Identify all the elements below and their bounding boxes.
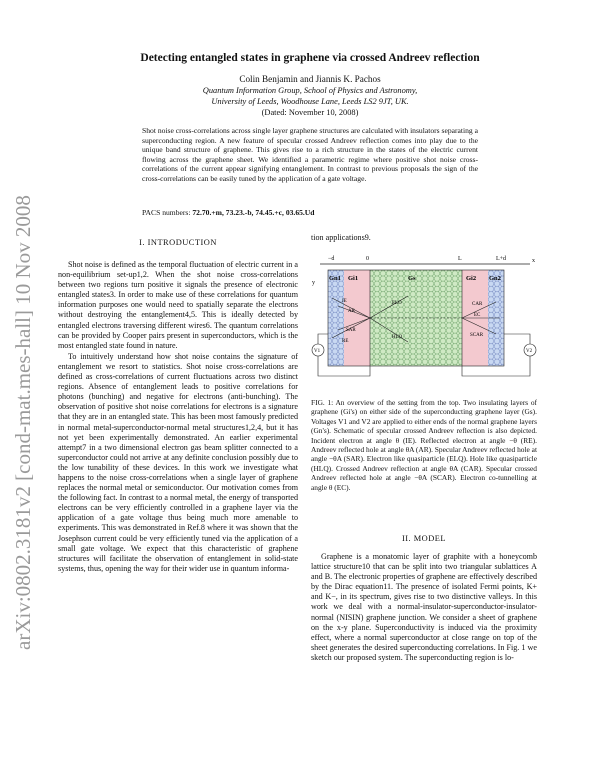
ray-label-scar: SCAR xyxy=(470,333,484,338)
abstract: Shot noise cross-correlations across single layer graphene structures are calculated with insulators separating a superconducting region. A new feature of specular crossed Andreev reflection comes into play due to the unique band structure of graphene. This gives rise to a rich structure in the states of the electric current flowing across the graphene sheet. We identified a parametric regime where positive shot noise cross-correlations of the current appear signifying entanglement. In contrast to previous proposals the sign of the cross-correlations can be easily tuned by the application of a gate voltage. xyxy=(142,126,478,183)
ray-label-sar: SAR xyxy=(346,328,356,333)
wire-v1 xyxy=(318,334,328,344)
model-body xyxy=(311,552,537,663)
figure-1-setup-diagram xyxy=(308,250,540,390)
date-line: (Dated: November 10, 2008) xyxy=(261,108,359,117)
model-paragraph-1: Graphene is a monatomic layer of graphite with a honeycomb lattice structure10 that can be split into two triangular sublattices A and B. The electronic properties of graphene are effectively described by the Dirac equation11. The presence of isolated Fermi points, K+ and K−, in its spectrum, gives rise to two distinctive valleys. In this work we deal with a normal-insulator-superconductor-insulator-normal (NISIN) graphene junction. We consider a sheet of graphene on the x-y plane. Superconductivity is induced via the proximity effect, where a normal superconductor at close range on top of the sheet generates the desired superconducting correlations. In Fig. 1 we sketch our proposed system. The superconducting region is lo- xyxy=(311,552,537,662)
voltage-label-v2: V2 xyxy=(526,349,533,354)
figure-1-caption: FIG. 1: An overview of the setting from the top. Two insulating layers of graphene (Gi's) on either side of the superconducting graphene layer (Gs). Voltages V1 and V2 are applied to either ends of the normal graphene layers (Gn's). Schematic of specular crossed Andreev reflection is also depicted. Incident electron at angle θ (IE). Reflected electron at angle −θ (RE). Andreev reflected hole at angle θA (AR). Specular Andreev reflected hole at angle −θA (SAR). Electron like quasiparticle (ELQ). Hole like quasiparticle (HLQ). Crossed Andreev reflection at angle θA (CAR). Specular crossed Andreev reflected hole at angle −θA (SCAR). Electron co-tunnelling at angle θ (EC). xyxy=(311,398,537,492)
axis-label-zero: 0 xyxy=(366,256,369,262)
pacs-label: PACS numbers: xyxy=(142,208,191,217)
paper-title: Detecting entangled states in graphene via crossed Andreev reflection xyxy=(140,52,480,64)
section-1-heading: I. INTRODUCTION xyxy=(139,238,217,247)
introduction-body xyxy=(58,260,298,574)
region-gn1-lattice xyxy=(328,270,344,366)
axis-label-L: L xyxy=(458,256,462,262)
affiliation-line-1: Quantum Information Group, School of Physics and Astronomy, xyxy=(202,86,418,95)
label-gi2: Gi2 xyxy=(466,275,477,282)
label-gs: Gs xyxy=(408,275,416,282)
ray-label-ec: EC xyxy=(474,313,481,318)
axis-label-L-plus-d: L+d xyxy=(496,256,507,262)
ray-label-car: CAR xyxy=(472,302,483,307)
wire-v2 xyxy=(504,334,530,344)
region-gi1 xyxy=(344,270,370,366)
ray-label-ar: AR xyxy=(348,309,355,314)
authors: Colin Benjamin and Jiannis K. Pachos xyxy=(239,74,381,84)
axis-label-y: y xyxy=(312,280,315,286)
intro-paragraph-2: To intuitively understand how shot noise contains the signature of entanglement we resort to statistics. Shot noise cross-correlations are defined as cross-correlations of current fluctuations across two distinct regions. Absence of entanglement leads to positive correlations for photons (bunching) and negative for electrons (anti-bunching). The observation of positive shot noise correlations for electrons is a signature that they are in an entangled state. This has been most famously predicted in normal metal-superconductor-normal metal structures1,2,4, but it has not yet been experimentally demonstrated. An earlier experimental attempt7 in a two dimensional electron gas beam splitter connected to a superconductor could not arrive at any definite conclusion possibly due to the low tunability of these devices. In this work we investigate what happens to the noise cross-correlations when a single layer of graphene replaces the normal metal or semiconductor. Our motivation comes from the following fact. In contrast to a normal metal, the energy of transported electrons can be very efficiently controlled in a graphene layer via the application of a gate voltage thus being much more amenable to experiments. This was demonstrated in Ref.8 where it was shown that the Josephson current could be very efficiently tuned via the application of a small gate voltage. We expect that this characteristic of graphene structures will facilitate the observation of entanglement in solid-state systems, thus, opening the way for their wider use in quantum informa- xyxy=(58,351,298,573)
affiliation xyxy=(60,86,560,107)
axis-label-x: x xyxy=(532,258,535,264)
pacs-numbers xyxy=(142,208,478,217)
section-2-heading: II. MODEL xyxy=(401,534,447,543)
ray-label-ie: IE xyxy=(342,299,347,304)
affiliation-line-2: University of Leeds, Woodhouse Lane, Leeds LS2 9JT, UK. xyxy=(211,96,409,106)
ray-label-elo: ELO xyxy=(392,301,402,306)
label-gi1: Gi1 xyxy=(348,275,359,282)
intro-paragraph-1: Shot noise is defined as the temporal fluctuation of electric current in a non-equilibrium set-up1,2. When the shot noise cross-correlations between two regions turn positive it signals the presence of electronic entangled states3. In order to make use of these correlations for quantum information purposes one would need to spatially separate the electrons without destroying the entanglement4,5. This is ideally detected by entangled electrons traversing different wires6. The quantum correlations can be provided by Cooper pairs present in superconductors, which is the most entangled state found in nature. xyxy=(58,260,298,350)
voltage-label-v1: V1 xyxy=(314,349,321,354)
label-gn2: Gn2 xyxy=(489,275,501,282)
pacs-values: 72.70.+m, 73.23.-b, 74.45.+c, 03.65.Ud xyxy=(192,208,315,217)
left-column xyxy=(58,238,298,574)
ray-label-re: RE xyxy=(342,339,349,344)
right-column-carryover: tion applications9. xyxy=(311,233,371,242)
axis-label-minus-d: −d xyxy=(328,256,335,262)
label-gn1: Gn1 xyxy=(329,275,341,282)
arxiv-stamp xyxy=(8,40,38,740)
arxiv-identifier: arXiv:0802.3181v2 [cond-mat.mes-hall] 10 Nov 2008 xyxy=(11,195,35,650)
ray-label-hlo: HLO xyxy=(392,335,403,340)
